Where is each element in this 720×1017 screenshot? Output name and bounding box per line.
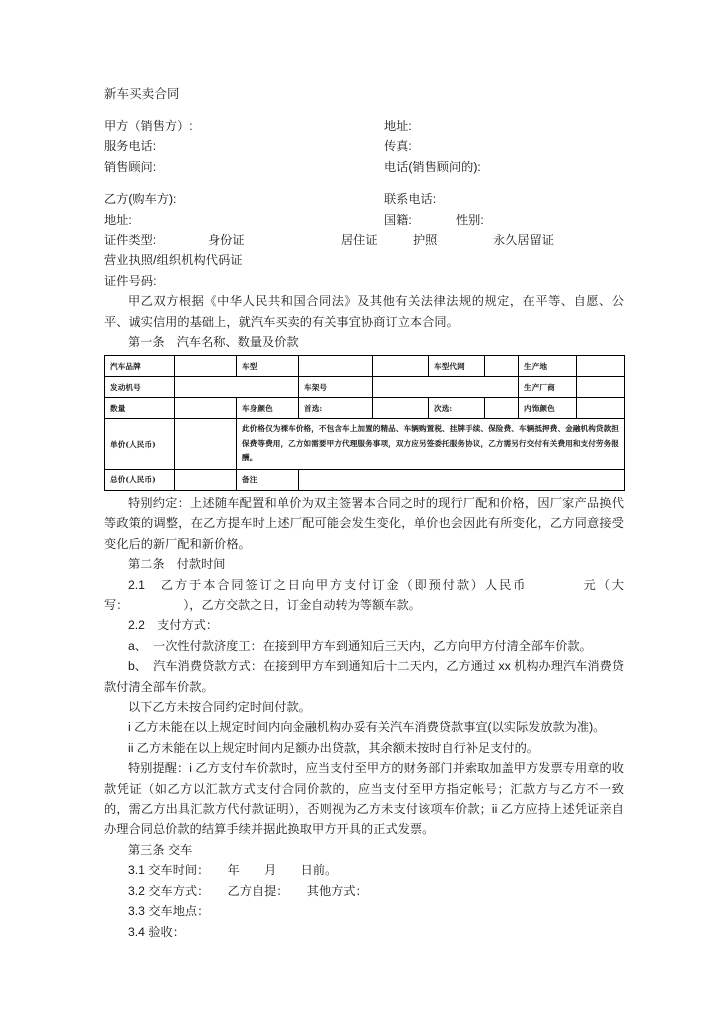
buyer-gender-label: 性别:	[456, 212, 484, 227]
cell-color-first-value[interactable]	[373, 398, 429, 419]
buyer-address-row	[104, 210, 624, 230]
clause2-payment-option-b: b、 汽车消费贷款方式：在接到甲方车到通知后十二天内，乙方通过 xx 机构办理汽车消费贷款付清全部车价款。	[104, 659, 624, 694]
clause1-special-agreement: 特别约定：上述随车配置和单价为双主签署本合同之时的现行厂配和价格，因厂家产品换代等政策的调整，在乙方提车时上述厂配可能会发生变化，单价也会因此有所变化，乙方同意接受变化后的新厂配和新价格。	[104, 495, 624, 551]
table-row	[105, 398, 625, 419]
clause2-heading: 第二条 付款时间	[128, 557, 226, 572]
cell-color-second-value[interactable]	[485, 398, 519, 419]
id-type-option-residence[interactable]: 居住证	[341, 233, 378, 248]
id-type-option-idcard[interactable]: 身份证	[208, 233, 245, 248]
cell-quantity-label: 数量	[105, 398, 175, 419]
consultant-phone-label: 电话(销售顾问的):	[384, 159, 481, 174]
clause3-delivery-time: 3.1 交车时间： 年 月 日前。	[128, 863, 338, 878]
buyer-nationality-label: 国籍:	[384, 212, 412, 227]
cell-vin-value[interactable]	[373, 377, 519, 398]
seller-fax-label: 传真:	[384, 139, 412, 154]
preamble-paragraph: 甲乙双方根据《中华人民共和国合同法》及其他有关法律法规的规定，在平等、自愿、公平、诚实信用的基础上，就汽车买卖的有关事宜协商订立本合同。	[104, 294, 624, 329]
id-type-option-passport[interactable]: 护照	[413, 233, 438, 248]
clause2-overdue-intro: 以下乙方未按合同约定时间付款。	[128, 700, 311, 715]
cell-origin-value[interactable]	[577, 356, 625, 377]
cell-manufacturer-label: 生产厂商	[519, 377, 577, 398]
cell-quantity-value[interactable]	[175, 398, 237, 419]
cell-engine-no-value[interactable]	[175, 377, 299, 398]
seller-party-label: 甲方（销售方）:	[104, 119, 193, 133]
cell-model-code-value[interactable]	[485, 356, 519, 377]
buyer-address-label: 地址:	[104, 212, 132, 227]
table-row	[105, 419, 625, 470]
buyer-contact-phone-label: 联系电话:	[384, 192, 437, 207]
cell-manufacturer-value[interactable]	[577, 377, 625, 398]
clause2-payment-option-a: a、 一次性付款济度工：在接到甲方车到通知后三天内，乙方向甲方付清全部车价款。	[128, 638, 592, 653]
id-type-row	[104, 230, 624, 250]
document-body	[104, 84, 624, 942]
cell-brand-value[interactable]	[175, 356, 237, 377]
cell-model-value-cont[interactable]	[373, 356, 429, 377]
cell-remark-label: 备注	[237, 469, 299, 490]
clause3-heading: 第三条 交车	[128, 842, 193, 857]
cell-model-label: 车型	[237, 356, 299, 377]
clause2-item-2-1: 2.1 乙方于本合同签订之日向甲方支付订金（即预付款）人民币 元（大写： ），乙方交款之日，订金自动转为等额车款。	[104, 577, 624, 612]
cell-unit-price-value[interactable]	[175, 419, 237, 470]
cell-model-code-label: 车型代网	[429, 356, 485, 377]
cell-interior-color-label: 内饰颜色	[519, 398, 577, 419]
sales-consultant-label: 销售顾问:	[104, 159, 157, 174]
cell-color-first-choice: 首选:	[299, 398, 373, 419]
seller-address-label: 地址:	[384, 119, 412, 133]
seller-phone-row	[104, 136, 624, 156]
id-type-label: 证件类型:	[104, 233, 157, 248]
buyer-block	[104, 189, 624, 291]
cell-interior-color-value[interactable]	[577, 398, 625, 419]
seller-consultant-row	[104, 157, 624, 177]
clause2-item-2-2-label: 2.2 支付方式：	[128, 618, 219, 633]
clause2-special-notice: 特别提醒：i 乙方支付车价款时，应当支付至甲方的财务部门并索取加盖甲方发票专用章的收款凭证（如乙方以汇款方式支付合同价款的，应当支付至甲方指定帐号；汇款方与乙方不一致的，需乙方出具汇款方代付款证明），否则视为乙方未支付该项车价款；ii 乙方应持上述凭证亲自办理合同总价款的结算手续并据此换取甲方开具的正式发票。	[104, 761, 624, 837]
table-row	[105, 469, 625, 490]
cell-total-price-value[interactable]	[175, 469, 237, 490]
cell-engine-no-label: 发动机号	[105, 377, 175, 398]
cell-body-color-label: 车身颜色	[237, 398, 299, 419]
seller-block	[104, 116, 624, 177]
clause3-acceptance: 3.4 验收：	[128, 924, 185, 939]
spacer	[104, 177, 624, 189]
vehicle-info-table	[104, 355, 625, 491]
clause1-heading: 第一条 汽车名称、数量及价款	[128, 335, 299, 350]
seller-party-row	[104, 116, 624, 136]
cell-color-second-choice: 次选:	[429, 398, 485, 419]
cell-model-value[interactable]	[299, 356, 373, 377]
table-row	[105, 377, 625, 398]
page-title: 新车买卖合同	[104, 87, 180, 101]
cell-origin-label: 生产地	[519, 356, 577, 377]
cell-brand-label: 汽车品牌	[105, 356, 175, 377]
clause2-overdue-item-i: i 乙方未能在以上规定时间内向金融机构办妥有关汽车消费贷款事宜(以实际发放款为准)。	[128, 720, 606, 735]
clause3-delivery-method: 3.2 交车方式： 乙方自提： 其他方式：	[128, 883, 368, 898]
clause2-overdue-item-ii: ii 乙方未能在以上规定时间内足额办出贷款，其余额未按时自行补足支付的。	[128, 740, 539, 755]
buyer-party-label: 乙方(购车方):	[104, 192, 177, 207]
cell-vin-label: 车架号	[299, 377, 373, 398]
id-number-label: 证件号码:	[104, 273, 157, 288]
cell-unit-price-label: 单价(人民币)	[105, 419, 175, 470]
id-type-option-permanent-residence[interactable]: 永久居留证	[493, 233, 554, 248]
spacer	[104, 104, 624, 116]
seller-service-phone-label: 服务电话:	[104, 139, 157, 154]
id-type-extra: 营业执照/组织机构代码证	[104, 253, 243, 268]
table-row	[105, 356, 625, 377]
cell-total-price-label: 总价(人民币)	[105, 469, 175, 490]
clause3-delivery-location: 3.3 交车地点：	[128, 904, 210, 919]
cell-unit-price-note: 此价格仅为裸车价格，不包含车上加置的精品、车辆购置税、挂牌手续、保险费、车辆抵押费、金融机构贷款担保费等费用，乙方如需要甲方代理服务事项，双方应另签委托服务协议，乙方需另行交付有关费用和支付劳务报酬。	[237, 419, 625, 470]
cell-remark-value[interactable]	[299, 469, 625, 490]
buyer-party-row	[104, 189, 624, 209]
